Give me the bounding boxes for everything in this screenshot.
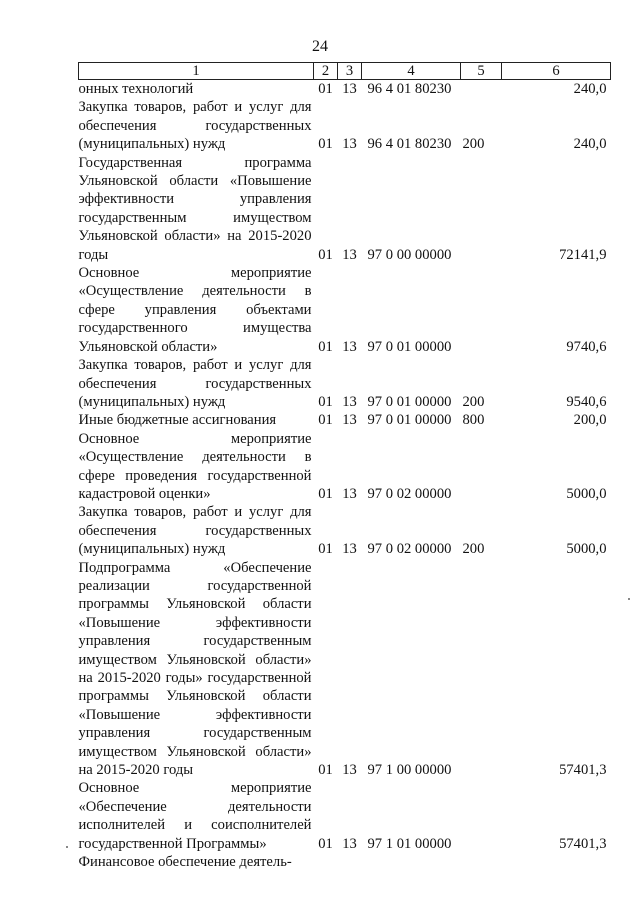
table-row <box>79 356 611 411</box>
row-name: Закупка товаров, работ и услуг для обеспечения государственных (муниципальных) нужд <box>78 357 312 410</box>
page-number: 24 <box>312 38 328 55</box>
table-row <box>79 98 611 153</box>
header-col-csr: 4 <box>362 63 461 80</box>
row-subsection: 13 <box>342 136 357 153</box>
row-vr <box>461 779 502 853</box>
row-vr <box>461 853 502 871</box>
header-col-name: 1 <box>79 63 314 80</box>
scan-speck <box>628 598 630 600</box>
row-section: 01 <box>318 412 333 429</box>
row-amount: 5000,0 <box>566 541 607 558</box>
table-header <box>79 63 611 80</box>
header-col-vr: 5 <box>461 63 502 80</box>
table-row <box>79 503 611 558</box>
row-name: Основное мероприятие «Осуществление деятельности в сфере проведения государственной кадастровой оценки» <box>78 430 312 502</box>
row-section: 01 <box>318 835 333 852</box>
row-csr: 97 0 02 00000 <box>367 541 452 558</box>
header-col-amount: 6 <box>502 63 611 80</box>
row-vr: 800 <box>462 412 485 429</box>
row-name: Закупка товаров, работ и услуг для обеспечения государственных (муниципальных) нужд <box>78 504 312 558</box>
row-subsection: 13 <box>342 485 357 502</box>
row-vr <box>461 264 502 356</box>
row-section: 01 <box>318 393 333 410</box>
row-section: 01 <box>318 136 333 153</box>
row-csr: 97 0 00 00000 <box>367 246 452 263</box>
table-row <box>79 411 611 429</box>
table-body <box>79 80 611 872</box>
row-subsection: 13 <box>342 541 357 558</box>
row-amount: 57401,3 <box>559 835 607 852</box>
table-row <box>79 154 611 264</box>
table-row <box>79 80 611 99</box>
row-name: Подпрограмма «Обеспечение реализации государственной программы Ульяновской области «Повышение эффективности управления государственным имуществом Ульяновской области» на 2015-2020 годы» государственной программы Ульяновской области «Повышение эффективности управления государственным имуществом Ульяновской области» на 2015-2020 годы <box>78 559 312 779</box>
row-amount: 200,0 <box>573 412 607 429</box>
row-vr: 200 <box>462 393 485 410</box>
row-amount: 72141,9 <box>559 246 607 263</box>
row-name: Основное мероприятие «Обеспечение деятельности исполнителей и соисполнителей государственной Программы» <box>78 780 312 852</box>
row-csr: 96 4 01 80230 <box>367 81 452 97</box>
row-subsection: 13 <box>342 81 357 97</box>
row-amount: 240,0 <box>573 81 607 97</box>
row-section: 01 <box>318 541 333 558</box>
row-subsection: 13 <box>342 835 357 852</box>
row-section: 01 <box>318 485 333 502</box>
budget-table <box>78 62 611 871</box>
row-subsection: 13 <box>342 393 357 410</box>
row-subsection: 13 <box>342 762 357 779</box>
table-row <box>79 430 611 504</box>
row-name: Иные бюджетные ассигнования <box>78 412 277 429</box>
row-amount: 9740,6 <box>566 338 607 355</box>
row-amount <box>502 853 611 871</box>
row-vr: 200 <box>462 136 485 153</box>
table-row <box>79 779 611 853</box>
scan-speck <box>66 846 68 848</box>
row-vr <box>461 559 502 780</box>
row-name: Финансовое обеспечение деятель- <box>78 854 292 871</box>
row-vr <box>461 154 502 264</box>
row-section <box>314 853 338 871</box>
row-subsection: 13 <box>342 338 357 355</box>
row-section: 01 <box>318 246 333 263</box>
row-subsection <box>338 853 362 871</box>
row-amount: 57401,3 <box>559 762 607 779</box>
row-amount: 5000,0 <box>566 485 607 502</box>
header-row <box>79 63 611 80</box>
row-csr <box>362 853 461 871</box>
row-section: 01 <box>318 338 333 355</box>
row-name: Закупка товаров, работ и услуг для обеспечения государственных (муниципальных) нужд <box>78 99 312 153</box>
row-vr: 200 <box>462 541 485 558</box>
row-subsection: 13 <box>342 246 357 263</box>
row-section: 01 <box>318 762 333 779</box>
row-name: Государственная программа Ульяновской области «Повышение эффективности управления государственным имуществом Ульяновской области» на 2015-2020 годы <box>78 154 312 263</box>
table-row <box>79 264 611 356</box>
row-csr: 96 4 01 80230 <box>367 136 452 153</box>
row-csr: 97 0 02 00000 <box>367 485 452 502</box>
row-csr: 97 1 01 00000 <box>367 835 452 852</box>
row-subsection: 13 <box>342 412 357 429</box>
header-col-section: 2 <box>314 63 338 80</box>
row-amount: 9540,6 <box>566 393 607 410</box>
row-csr: 97 0 01 00000 <box>367 338 452 355</box>
row-name: онных технологий <box>78 81 194 97</box>
row-amount: 240,0 <box>573 136 607 153</box>
row-name: Основное мероприятие «Осуществление деятельности в сфере управления объектами государственного имущества Ульяновской области» <box>78 265 312 355</box>
row-vr <box>461 430 502 504</box>
header-col-subsection: 3 <box>338 63 362 80</box>
table-row <box>79 853 611 871</box>
row-vr <box>461 80 502 99</box>
table-row <box>79 559 611 780</box>
row-section: 01 <box>318 81 333 97</box>
row-csr: 97 1 00 00000 <box>367 762 452 779</box>
row-csr: 97 0 01 00000 <box>367 393 452 410</box>
row-csr: 97 0 01 00000 <box>367 412 452 429</box>
